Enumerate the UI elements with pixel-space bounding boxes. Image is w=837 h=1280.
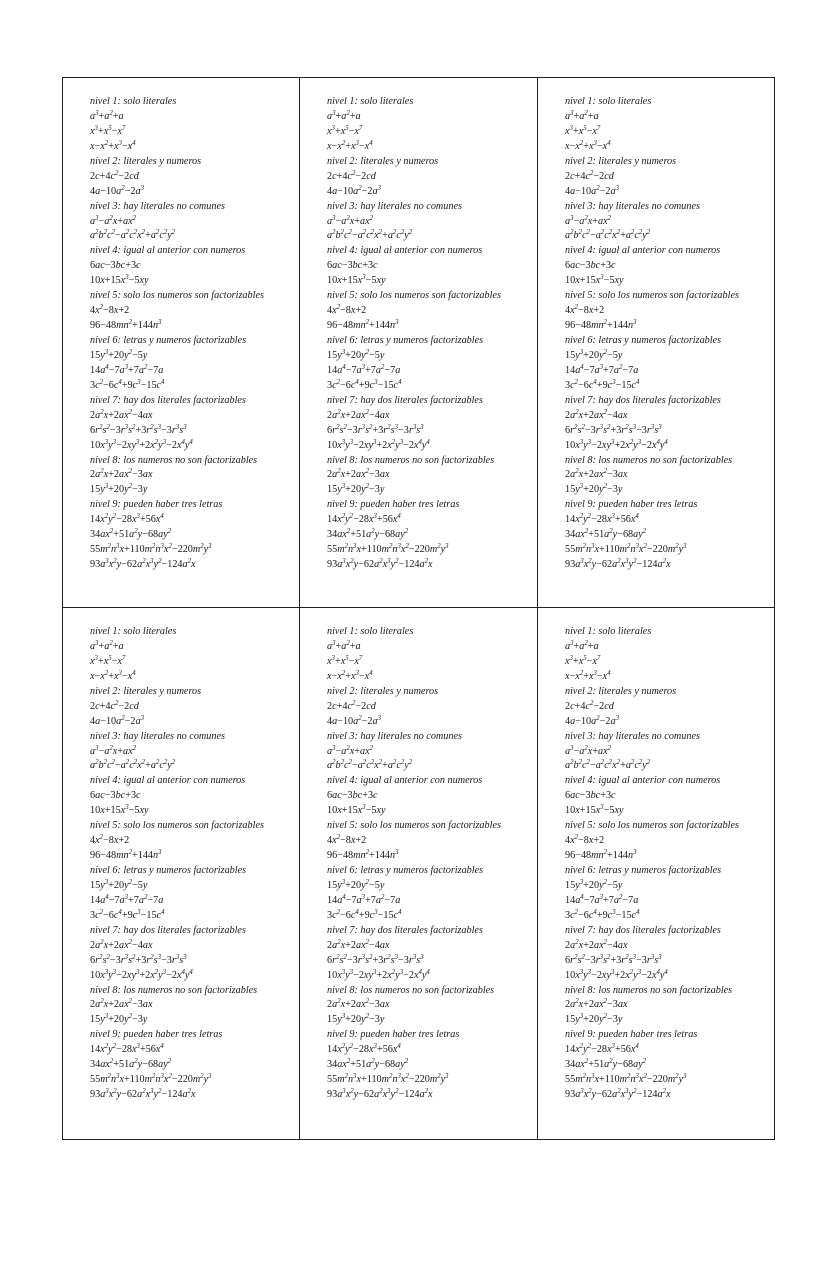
level-heading: nivel 2: literales y numeros <box>565 685 677 697</box>
expression: $4a-10a^2-2a^3$ <box>327 184 381 197</box>
expression: $10x^3y^3-2xy^3+2x^2y^3-2x^4y^4$ <box>327 968 430 981</box>
expression: $a^2b^2c^2-a^2c^2x^2+a^2c^2y^2$ <box>565 759 651 772</box>
expression: $2a^2x+2ax^2-3ax$ <box>327 468 390 481</box>
expression: $3c^2-6c^4+9c^3-15c^4$ <box>565 908 640 921</box>
expression: $14a^4-7a^3+7a^2-7a$ <box>90 363 164 376</box>
expression: $55m^2n^3x+110m^2n^3x^2-220m^2y^3$ <box>90 1073 212 1086</box>
level-heading: nivel 1: solo literales <box>565 626 652 637</box>
expression: $a^2b^2c^2-a^2c^2x^2+a^2c^2y^2$ <box>565 229 651 242</box>
level-heading: nivel 4: igual al anterior con numeros <box>327 245 483 257</box>
expression: $2a^2x+2ax^2-3ax$ <box>565 468 628 481</box>
expression: $x-x^2+x^3-x^4$ <box>565 139 611 152</box>
level-heading: nivel 1: solo literales <box>90 626 177 637</box>
expression: $34ax^2+51a^2y-68ay^2$ <box>327 1058 409 1071</box>
expression: $2a^2x+2ax^2-4ax$ <box>565 938 628 951</box>
expression: $15y^3+20y^2-3y$ <box>327 483 385 496</box>
expression: $a^2b^2c^2-a^2c^2x^2+a^2c^2y^2$ <box>90 759 176 772</box>
level-heading: nivel 5: solo los numeros son factorizables <box>327 290 501 302</box>
expression: $x^3+x^5-x^7$ <box>90 124 126 137</box>
expression: $93a^3x^2y-62a^2x^3y^2-124a^2x$ <box>565 558 671 571</box>
expression: $6r^2s^2-3r^3s^2+3r^2s^3-3r^3s^3$ <box>565 953 662 966</box>
level-heading: nivel 2: literales y numeros <box>90 685 202 697</box>
expression: $a^3-a^2x+ax^2$ <box>327 214 374 227</box>
expression: $10x^3y^3-2xy^3+2x^2y^3-2x^4y^4$ <box>327 438 430 451</box>
level-heading: nivel 1: solo literales <box>327 626 414 637</box>
expression: $a^2b^2c^2-a^2c^2x^2+a^2c^2y^2$ <box>327 759 413 772</box>
worksheet-grid <box>62 77 775 1140</box>
expression: $15y^3+20y^2-5y$ <box>327 878 385 891</box>
level-heading: nivel 2: literales y numeros <box>327 155 439 167</box>
expression: $x^3+x^5-x^7$ <box>565 654 601 667</box>
level-heading: nivel 4: igual al anterior con numeros <box>565 775 721 787</box>
expression: $a^3+a^2+a$ <box>90 109 124 122</box>
expression: $34ax^2+51a^2y-68ay^2$ <box>90 1058 172 1071</box>
expression: $3c^2-6c^4+9c^3-15c^4$ <box>90 378 165 391</box>
expression: $93a^3x^2y-62a^2x^3y^2-124a^2x$ <box>565 1088 671 1101</box>
expression: $15y^3+20y^2-5y$ <box>90 348 148 361</box>
expression: $14x^2y^2-28x^3+56x^4$ <box>90 513 164 526</box>
level-heading: nivel 2: literales y numeros <box>327 685 439 697</box>
expression: $4a-10a^2-2a^3$ <box>565 714 619 727</box>
level-heading: nivel 3: hay literales no comunes <box>90 200 225 212</box>
expression: $96-48mn^2+144n^3$ <box>565 319 637 332</box>
expression: $a^3+a^2+a$ <box>327 109 361 122</box>
expression: $a^3-a^2x+ax^2$ <box>90 744 137 757</box>
expression: $2a^2x+2ax^2-4ax$ <box>90 938 153 951</box>
expression: $a^3+a^2+a$ <box>565 639 599 652</box>
expression: $96-48mn^2+144n^3$ <box>90 849 162 862</box>
expression: $14x^2y^2-28x^3+56x^4$ <box>565 1043 639 1056</box>
expression: $a^3-a^2x+ax^2$ <box>327 744 374 757</box>
expression: $6r^2s^2-3r^3s^2+3r^2s^3-3r^3s^3$ <box>90 953 187 966</box>
expression: $96-48mn^2+144n^3$ <box>327 849 399 862</box>
expression: $10x+15x^3-5xy$ <box>565 804 624 817</box>
expression: $2c+4c^2-2cd$ <box>565 699 614 712</box>
expression: $10x^3y^3-2xy^3+2x^2y^3-2x^4y^4$ <box>90 968 193 981</box>
level-heading: nivel 6: letras y numeros factorizables <box>565 335 722 346</box>
expression: $6r^2s^2-3r^3s^2+3r^2s^3-3r^3s^3$ <box>327 953 424 966</box>
expression: $x-x^2+x^3-x^4$ <box>90 139 136 152</box>
expression: $4a-10a^2-2a^3$ <box>327 714 381 727</box>
expression: $14a^4-7a^3+7a^2-7a$ <box>565 363 639 376</box>
expression: $2a^2x+2ax^2-3ax$ <box>327 998 390 1011</box>
level-heading: nivel 7: hay dos literales factorizables <box>565 924 721 936</box>
level-heading: nivel 3: hay literales no comunes <box>565 730 700 742</box>
expression: $96-48mn^2+144n^3$ <box>90 319 162 332</box>
level-heading: nivel 8: los numeros no son factorizables <box>565 984 733 996</box>
expression: 6ac−3bc+3c <box>90 790 141 802</box>
expression: 6ac−3bc+3c <box>327 790 378 802</box>
expression: $55m^2n^3x+110m^2n^3x^2-220m^2y^3$ <box>90 543 212 556</box>
level-heading: nivel 8: los numeros no son factorizables <box>327 454 495 466</box>
expression: $15y^3+20y^2-5y$ <box>565 348 623 361</box>
exercise-card <box>300 608 538 1140</box>
expression: $a^2b^2c^2-a^2c^2x^2+a^2c^2y^2$ <box>327 229 413 242</box>
expression: $55m^2n^3x+110m^2n^3x^2-220m^2y^3$ <box>327 543 449 556</box>
level-heading: nivel 8: los numeros no son factorizables <box>90 454 258 466</box>
expression: $2a^2x+2ax^2-3ax$ <box>90 998 153 1011</box>
expression: $a^3+a^2+a$ <box>565 109 599 122</box>
level-heading: nivel 5: solo los numeros son factorizables <box>327 820 501 832</box>
expression: $a^3-a^2x+ax^2$ <box>90 214 137 227</box>
expression: $15y^3+20y^2-5y$ <box>327 348 385 361</box>
level-heading: nivel 7: hay dos literales factorizables <box>327 394 483 406</box>
expression: $34ax^2+51a^2y-68ay^2$ <box>565 528 647 541</box>
level-heading: nivel 5: solo los numeros son factorizables <box>565 820 739 832</box>
expression: $2c+4c^2-2cd$ <box>327 699 376 712</box>
expression: $2a^2x+2ax^2-4ax$ <box>565 408 628 421</box>
level-heading: nivel 3: hay literales no comunes <box>565 200 700 212</box>
expression: $6r^2s^2-3r^3s^2+3r^2s^3-3r^3s^3$ <box>90 423 187 436</box>
expression: $96-48mn^2+144n^3$ <box>327 319 399 332</box>
exercise-card <box>300 77 538 608</box>
level-heading: nivel 2: literales y numeros <box>90 155 202 167</box>
level-heading: nivel 4: igual al anterior con numeros <box>327 775 483 787</box>
expression: $4x^2-8x+2$ <box>565 834 605 847</box>
expression: $55m^2n^3x+110m^2n^3x^2-220m^2y^3$ <box>327 1073 449 1086</box>
expression: $4x^2-8x+2$ <box>327 834 367 847</box>
level-heading: nivel 9: pueden haber tres letras <box>327 499 460 511</box>
expression: $93a^3x^2y-62a^2x^3y^2-124a^2x$ <box>327 558 433 571</box>
expression: $14a^4-7a^3+7a^2-7a$ <box>327 363 401 376</box>
expression: $15y^3+20y^2-3y$ <box>565 483 623 496</box>
level-heading: nivel 1: solo literales <box>565 96 652 107</box>
level-heading: nivel 5: solo los numeros son factorizables <box>90 820 264 832</box>
expression: $2a^2x+2ax^2-3ax$ <box>565 998 628 1011</box>
expression: $2c+4c^2-2cd$ <box>327 169 376 182</box>
expression: $x-x^2+x^3-x^4$ <box>565 669 611 682</box>
expression: $15y^3+20y^2-3y$ <box>327 1013 385 1026</box>
expression: $2a^2x+2ax^2-4ax$ <box>327 408 390 421</box>
level-heading: nivel 7: hay dos literales factorizables <box>565 394 721 406</box>
expression: $2c+4c^2-2cd$ <box>565 169 614 182</box>
expression: $3c^2-6c^4+9c^3-15c^4$ <box>90 908 165 921</box>
level-heading: nivel 7: hay dos literales factorizables <box>90 394 246 406</box>
expression: $6r^2s^2-3r^3s^2+3r^2s^3-3r^3s^3$ <box>565 423 662 436</box>
level-heading: nivel 4: igual al anterior con numeros <box>565 245 721 257</box>
level-heading: nivel 3: hay literales no comunes <box>327 200 462 212</box>
expression: $x^3+x^5-x^7$ <box>90 654 126 667</box>
expression: $3c^2-6c^4+9c^3-15c^4$ <box>565 378 640 391</box>
expression: $10x+15x^3-5xy$ <box>327 804 386 817</box>
expression: $10x^3y^3-2xy^3+2x^2y^3-2x^4y^4$ <box>565 438 668 451</box>
level-heading: nivel 4: igual al anterior con numeros <box>90 775 246 787</box>
expression: $15y^3+20y^2-3y$ <box>90 1013 148 1026</box>
level-heading: nivel 8: los numeros no son factorizables <box>327 984 495 996</box>
expression: $4a-10a^2-2a^3$ <box>90 714 144 727</box>
level-heading: nivel 9: pueden haber tres letras <box>565 1029 698 1041</box>
expression: $34ax^2+51a^2y-68ay^2$ <box>90 528 172 541</box>
level-heading: nivel 6: letras y numeros factorizables <box>327 865 484 876</box>
level-heading: nivel 5: solo los numeros son factorizables <box>565 290 739 302</box>
level-heading: nivel 6: letras y numeros factorizables <box>327 335 484 346</box>
expression: $14x^2y^2-28x^3+56x^4$ <box>90 1043 164 1056</box>
expression: $x^3+x^5-x^7$ <box>565 124 601 137</box>
expression: $x^3+x^5-x^7$ <box>327 124 363 137</box>
expression: $a^3+a^2+a$ <box>327 639 361 652</box>
exercise-card <box>62 608 300 1140</box>
level-heading: nivel 6: letras y numeros factorizables <box>565 865 722 876</box>
level-heading: nivel 1: solo literales <box>327 96 414 107</box>
expression: $2c+4c^2-2cd$ <box>90 699 139 712</box>
expression: $a^2b^2c^2-a^2c^2x^2+a^2c^2y^2$ <box>90 229 176 242</box>
level-heading: nivel 2: literales y numeros <box>565 155 677 167</box>
expression: 6ac−3bc+3c <box>90 260 141 272</box>
level-heading: nivel 9: pueden haber tres letras <box>327 1029 460 1041</box>
level-heading: nivel 6: letras y numeros factorizables <box>90 865 247 876</box>
expression: $10x^3y^3-2xy^3+2x^2y^3-2x^4y^4$ <box>565 968 668 981</box>
expression: $2a^2x+2ax^2-4ax$ <box>327 938 390 951</box>
expression: $a^3-a^2x+ax^2$ <box>565 214 612 227</box>
expression: $14a^4-7a^3+7a^2-7a$ <box>90 893 164 906</box>
expression: $4a-10a^2-2a^3$ <box>90 184 144 197</box>
expression: $14a^4-7a^3+7a^2-7a$ <box>327 893 401 906</box>
expression: $2a^2x+2ax^2-4ax$ <box>90 408 153 421</box>
expression: $4a-10a^2-2a^3$ <box>565 184 619 197</box>
expression: $15y^3+20y^2-5y$ <box>565 878 623 891</box>
expression: $15y^3+20y^2-5y$ <box>90 878 148 891</box>
expression: $3c^2-6c^4+9c^3-15c^4$ <box>327 378 402 391</box>
expression: $14a^4-7a^3+7a^2-7a$ <box>565 893 639 906</box>
expression: $14x^2y^2-28x^3+56x^4$ <box>327 513 401 526</box>
expression: 6ac−3bc+3c <box>565 260 616 272</box>
level-heading: nivel 7: hay dos literales factorizables <box>327 924 483 936</box>
level-heading: nivel 4: igual al anterior con numeros <box>90 245 246 257</box>
expression: $34ax^2+51a^2y-68ay^2$ <box>327 528 409 541</box>
expression: $55m^2n^3x+110m^2n^3x^2-220m^2y^3$ <box>565 1073 687 1086</box>
expression: $10x^3y^3-2xy^3+2x^2y^3-2x^4y^4$ <box>90 438 193 451</box>
expression: $2a^2x+2ax^2-3ax$ <box>90 468 153 481</box>
expression: $a^3-a^2x+ax^2$ <box>565 744 612 757</box>
exercise-card <box>538 77 775 608</box>
expression: $10x+15x^3-5xy$ <box>90 274 149 287</box>
expression: 6ac−3bc+3c <box>327 260 378 272</box>
expression: $4x^2-8x+2$ <box>327 304 367 317</box>
expression: $15y^3+20y^2-3y$ <box>565 1013 623 1026</box>
expression: $2c+4c^2-2cd$ <box>90 169 139 182</box>
level-heading: nivel 7: hay dos literales factorizables <box>90 924 246 936</box>
level-heading: nivel 3: hay literales no comunes <box>327 730 462 742</box>
expression: $15y^3+20y^2-3y$ <box>90 483 148 496</box>
expression: $14x^2y^2-28x^3+56x^4$ <box>327 1043 401 1056</box>
expression: $a^3+a^2+a$ <box>90 639 124 652</box>
expression: $4x^2-8x+2$ <box>90 304 130 317</box>
expression: $x-x^2+x^3-x^4$ <box>90 669 136 682</box>
expression: $4x^2-8x+2$ <box>565 304 605 317</box>
expression: $14x^2y^2-28x^3+56x^4$ <box>565 513 639 526</box>
expression: $34ax^2+51a^2y-68ay^2$ <box>565 1058 647 1071</box>
expression: $x^3+x^5-x^7$ <box>327 654 363 667</box>
expression: $6r^2s^2-3r^3s^2+3r^2s^3-3r^3s^3$ <box>327 423 424 436</box>
expression: $x-x^2+x^3-x^4$ <box>327 139 373 152</box>
exercise-card <box>538 608 775 1140</box>
level-heading: nivel 6: letras y numeros factorizables <box>90 335 247 346</box>
level-heading: nivel 9: pueden haber tres letras <box>565 499 698 511</box>
level-heading: nivel 8: los numeros no son factorizables <box>565 454 733 466</box>
level-heading: nivel 9: pueden haber tres letras <box>90 1029 223 1041</box>
expression: $4x^2-8x+2$ <box>90 834 130 847</box>
level-heading: nivel 3: hay literales no comunes <box>90 730 225 742</box>
expression: $10x+15x^3-5xy$ <box>90 804 149 817</box>
level-heading: nivel 1: solo literales <box>90 96 177 107</box>
expression: $3c^2-6c^4+9c^3-15c^4$ <box>327 908 402 921</box>
expression: $10x+15x^3-5xy$ <box>565 274 624 287</box>
level-heading: nivel 8: los numeros no son factorizables <box>90 984 258 996</box>
expression: $x-x^2+x^3-x^4$ <box>327 669 373 682</box>
expression: $93a^3x^2y-62a^2x^3y^2-124a^2x$ <box>327 1088 433 1101</box>
level-heading: nivel 5: solo los numeros son factorizables <box>90 290 264 302</box>
expression: $55m^2n^3x+110m^2n^3x^2-220m^2y^3$ <box>565 543 687 556</box>
expression: $96-48mn^2+144n^3$ <box>565 849 637 862</box>
expression: $93a^3x^2y-62a^2x^3y^2-124a^2x$ <box>90 558 196 571</box>
exercise-card <box>62 77 300 608</box>
level-heading: nivel 9: pueden haber tres letras <box>90 499 223 511</box>
expression: $10x+15x^3-5xy$ <box>327 274 386 287</box>
expression: $93a^3x^2y-62a^2x^3y^2-124a^2x$ <box>90 1088 196 1101</box>
expression: 6ac−3bc+3c <box>565 790 616 802</box>
